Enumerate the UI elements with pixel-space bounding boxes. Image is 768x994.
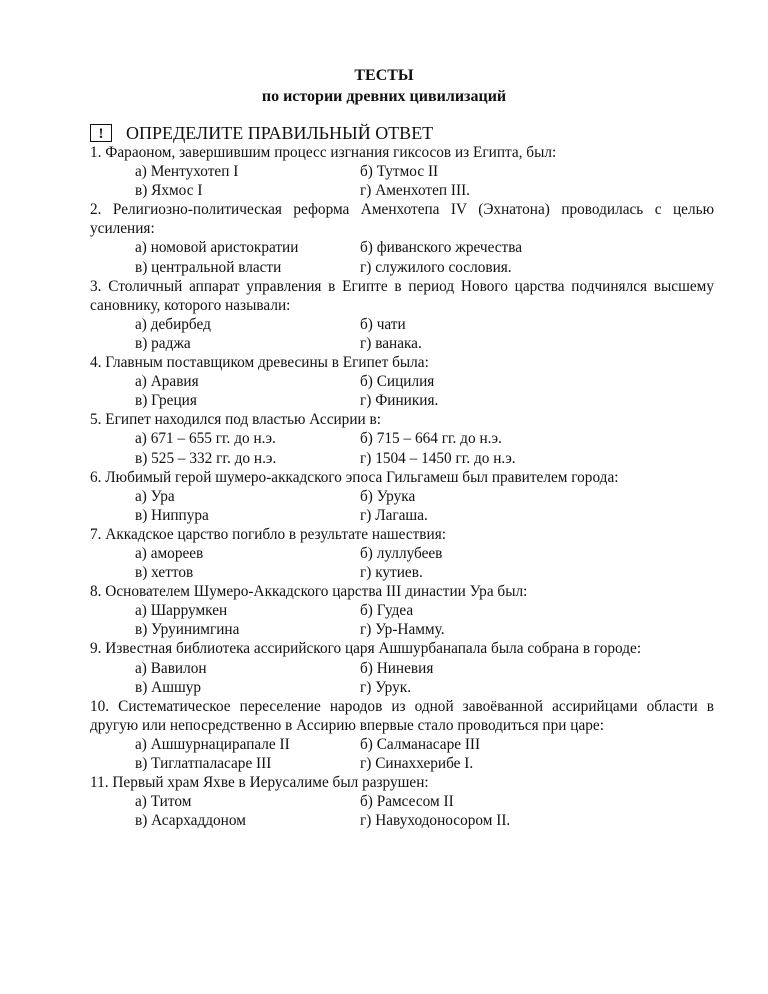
answer-option: а) номовой аристократии: [135, 239, 299, 257]
question-list: [90, 143, 714, 830]
answer-options: [90, 162, 714, 200]
answer-option: а) 671 – 655 гг. до н.э.: [135, 430, 276, 448]
answer-option: г) Урук.: [360, 678, 412, 696]
question-item: [90, 410, 714, 467]
answer-options: [90, 735, 714, 773]
instruction-line: [90, 122, 433, 144]
answer-option: в) центральной власти: [135, 258, 282, 276]
question-item: [90, 143, 714, 200]
answer-options: [90, 487, 714, 525]
question-text: 9. Известная библиотека ассирийского царя Ашшурбанапала была собрана в городе:: [90, 640, 642, 658]
question-text: 5. Египет находился под властью Ассирии в:: [90, 411, 381, 429]
answer-option: г) Навуходоносором II.: [360, 812, 511, 830]
question-text: 2. Религиозно-политическая реформа Аменхотепа IV (Эхнатона) проводилась с целью усиления:: [90, 201, 714, 238]
question-text: 8. Основателем Шумеро-Аккадского царства III династии Ура был:: [90, 583, 528, 601]
question-text: 6. Любимый герой шумеро-аккадского эпоса Гильгамеш был правителем города:: [90, 468, 619, 486]
exclamation-box-icon: !: [90, 124, 112, 142]
instruction-text: ОПРЕДЕЛИТЕ ПРАВИЛЬНЫЙ ОТВЕТ: [126, 122, 434, 143]
answer-options: [90, 238, 714, 276]
answer-option: а) Вавилон: [135, 659, 207, 677]
answer-option: в) 525 – 332 гг. до н.э.: [135, 449, 277, 467]
question-text: 3. Столичный аппарат управления в Египте в период Нового царства подчинялся высшему сановнику, которого называли:: [90, 277, 714, 314]
answer-option: г) Синаххерибе I.: [360, 755, 474, 772]
answer-option: г) Лагаша.: [360, 506, 428, 524]
answer-option: а) Ментухотеп I: [135, 163, 239, 181]
answer-option: б) фиванского жречества: [360, 239, 523, 257]
answer-option: в) Ашшур: [135, 678, 202, 696]
answer-option: а) Аравия: [135, 373, 199, 391]
answer-option: б) Рамсесом II: [360, 793, 454, 811]
answer-option: б) Салманасаре III: [360, 735, 481, 753]
question-item: [90, 200, 714, 276]
answer-option: б) Ниневия: [360, 659, 434, 677]
answer-option: в) Уруинимгина: [135, 621, 240, 639]
answer-option: в) хеттов: [135, 564, 194, 582]
question-item: [90, 525, 714, 582]
page-title: ТЕСТЫ: [354, 67, 414, 84]
answer-option: б) 715 – 664 гг. до н.э.: [360, 430, 502, 448]
answer-options: [90, 659, 714, 697]
answer-options: [90, 792, 714, 830]
question-item: [90, 773, 714, 830]
answer-option: а) Ура: [135, 487, 175, 505]
answer-option: а) Титом: [135, 793, 192, 811]
answer-options: [90, 601, 714, 639]
answer-option: г) Финикия.: [360, 392, 439, 410]
answer-option: г) 1504 – 1450 гг. до н.э.: [360, 449, 516, 467]
answer-option: а) дебирбед: [135, 315, 211, 333]
question-text: 7. Аккадское царство погибло в результате нашествия:: [90, 525, 446, 543]
answer-option: б) чати: [360, 315, 406, 333]
question-item: [90, 468, 714, 525]
question-item: [90, 582, 714, 639]
answer-options: [90, 544, 714, 582]
answer-option: г) Аменхотеп III.: [360, 182, 470, 200]
question-text: 1. Фараоном, завершившим процесс изгнания гиксосов из Египта, был:: [90, 144, 557, 161]
answer-options: [90, 315, 714, 353]
answer-option: в) Тиглатпаласаре III: [135, 755, 272, 772]
answer-option: в) Асархаддоном: [135, 812, 246, 830]
answer-options: [90, 429, 714, 467]
answer-option: б) Тутмос II: [360, 163, 439, 181]
answer-option: г) служилого сословия.: [360, 258, 512, 276]
question-text: 11. Первый храм Яхве в Иерусалиме был разрушен:: [90, 774, 429, 792]
answer-option: б) Урука: [360, 487, 416, 505]
answer-option: в) Яхмос I: [135, 182, 203, 200]
answer-option: а) Ашшурнацирапале II: [135, 735, 290, 753]
answer-option: г) кутиев.: [360, 564, 423, 582]
answer-option: а) амореев: [135, 544, 204, 562]
question-item: [90, 277, 714, 353]
answer-option: в) раджа: [135, 334, 191, 352]
answer-option: г) ванака.: [360, 334, 422, 352]
question-text: 10. Систематическое переселение народов из одной завоёванной ассирийцами области в другую или непосредственно в Ассирию впервые стало проводиться при царе:: [90, 697, 714, 734]
question-item: [90, 353, 714, 410]
answer-option: в) Ниппура: [135, 506, 209, 524]
page-subtitle: по истории древних цивилизаций: [261, 88, 507, 105]
question-text: 4. Главным поставщиком древесины в Египет была:: [90, 354, 429, 372]
answer-option: б) Гудеа: [360, 602, 414, 620]
answer-option: б) луллубеев: [360, 544, 443, 562]
answer-option: б) Сицилия: [360, 373, 435, 391]
answer-option: г) Ур-Намму.: [360, 621, 445, 639]
question-item: [90, 697, 714, 773]
answer-options: [90, 372, 714, 410]
question-item: [90, 639, 714, 696]
answer-option: в) Греция: [135, 392, 197, 410]
answer-option: а) Шаррумкен: [135, 602, 228, 620]
